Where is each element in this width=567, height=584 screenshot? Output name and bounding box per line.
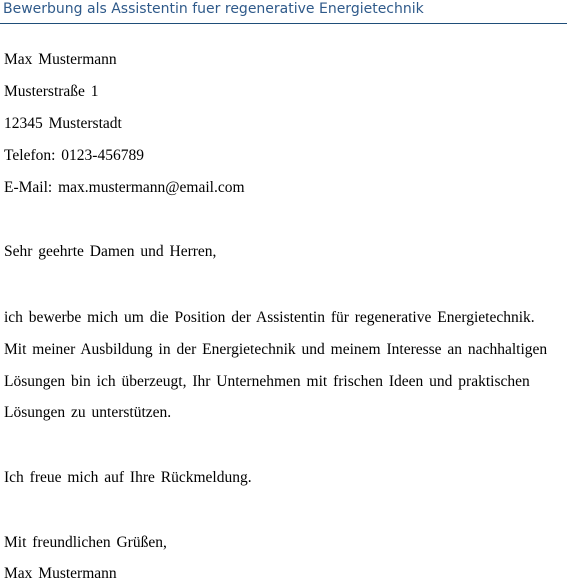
body-line: ich bewerbe mich um die Position der Assistentin für regenerative Energietechnik.	[4, 309, 535, 326]
salutation: Sehr geehrte Damen und Herren,	[4, 243, 217, 260]
body-line: Lösungen bin ich überzeugt, Ihr Unternehmen mit frischen Ideen und praktischen	[4, 373, 530, 390]
document-title: Bewerbung als Assistentin fuer regenerative Energietechnik	[3, 1, 424, 17]
signature-name: Max Mustermann	[4, 565, 117, 582]
sender-street: Musterstraße 1	[4, 83, 99, 100]
body-line: Mit meiner Ausbildung in der Energietechnik und meinem Interesse an nachhaltigen	[4, 341, 548, 358]
sender-email: E-Mail: max.mustermann@email.com	[4, 179, 245, 196]
closing-line: Ich freue mich auf Ihre Rückmeldung.	[4, 469, 252, 486]
document-header	[0, 0, 567, 24]
sender-name: Max Mustermann	[4, 51, 117, 68]
sender-phone: Telefon: 0123-456789	[4, 147, 144, 164]
sign-off: Mit freundlichen Grüßen,	[4, 534, 167, 551]
sender-city: 12345 Musterstadt	[4, 115, 122, 132]
body-line: Lösungen zu unterstützen.	[4, 404, 172, 421]
